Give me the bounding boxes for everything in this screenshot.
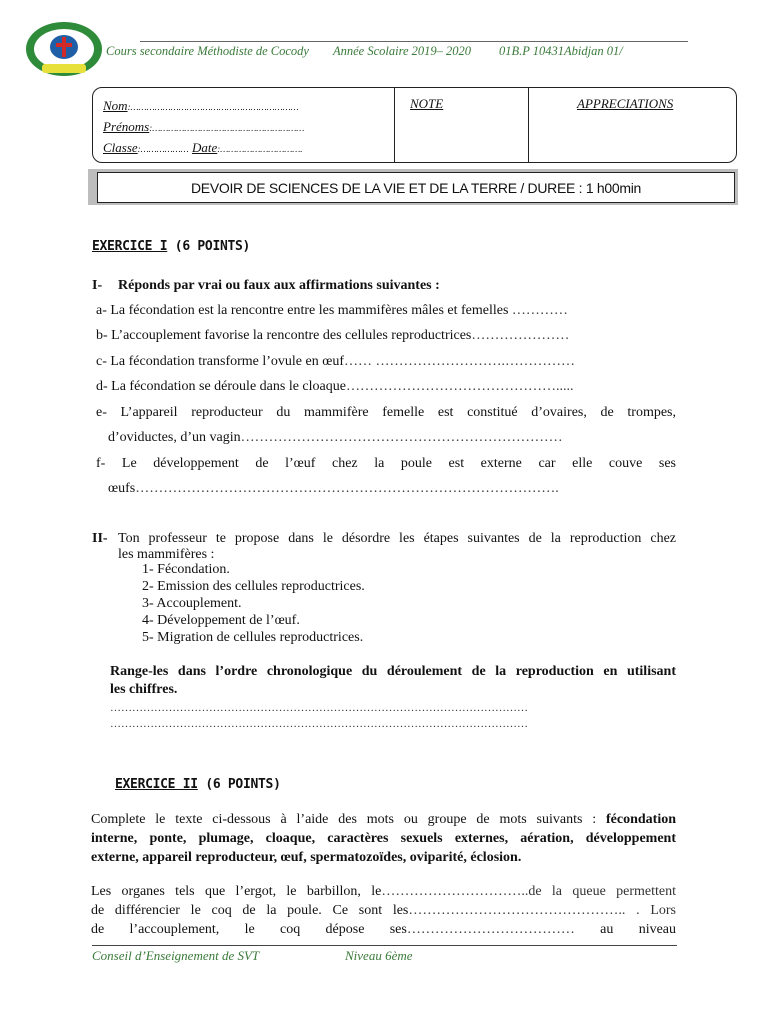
statement-a[interactable]: [96, 302, 568, 319]
note-cell[interactable]: [395, 88, 529, 162]
step-item: 1- Fécondation.: [142, 562, 230, 577]
fill-text-1a: Les organes tels que l’ergot, le barbillon, le: [91, 884, 382, 899]
note-label: NOTE: [410, 96, 444, 111]
school-name: Cours secondaire Méthodiste de Cocody: [106, 44, 309, 58]
classe-date-row[interactable]: [103, 138, 384, 159]
statement-e-fill: ……………………………………………………………: [240, 430, 563, 445]
fill-text-line3[interactable]: [91, 921, 676, 938]
date-label: Date: [191, 140, 218, 155]
statement-b-text: b- L’accouplement favorise la rencontre des cellules reproductrices: [96, 328, 472, 343]
fill-text-3c: au niveau: [600, 922, 677, 937]
word-list-intro: Complete le texte ci-dessous à l’aide des mots ou groupe de mots suivants :: [91, 812, 597, 827]
word-list-words-1: fécondation: [596, 812, 677, 827]
prenoms-row[interactable]: [103, 117, 384, 138]
range-instruction-line2: les chiffres.: [110, 682, 178, 697]
step-item: 4- Développement de l’œuf.: [142, 613, 300, 628]
classe-fill: :………………: [137, 144, 189, 154]
prenoms-fill: :…………………………………………………: [149, 123, 305, 133]
statement-c[interactable]: [96, 353, 575, 370]
statement-c-text: c- La fécondation transforme l’ovule en œuf: [96, 354, 345, 369]
statement-f-text: œufs: [108, 481, 136, 496]
exercise-1-heading: [92, 239, 250, 254]
word-list-line3: externe, appareil reproducteur, œuf, spermatozoïdes, oviparité, éclosion.: [91, 850, 522, 865]
fill-text-line1[interactable]: [91, 883, 676, 900]
statement-a-fill: …………: [511, 303, 568, 318]
nom-row[interactable]: [103, 96, 384, 117]
fill-text-line2[interactable]: [91, 902, 676, 919]
header-rule: [140, 41, 688, 42]
exercise-1-points: (6 POINTS): [167, 239, 251, 254]
answer-line-2[interactable]: ……………………………………………………………………………………………………: [110, 718, 528, 730]
fill-text-2b: ……………………………………….. . Lors: [408, 903, 676, 918]
answer-line-1[interactable]: ……………………………………………………………………………………………………: [110, 702, 528, 714]
student-info-box: [92, 87, 737, 163]
footer-rule: [92, 945, 677, 946]
appreciations-cell[interactable]: [529, 88, 736, 162]
statement-d-text: d- La fécondation se déroule dans le cloaque: [96, 379, 346, 394]
identity-cell: [93, 88, 395, 162]
statement-f-line2[interactable]: [108, 480, 559, 497]
footer-left: Conseil d’Enseignement de SVT: [92, 948, 260, 963]
fill-text-3a: de l’accouplement, le coq dépose ses: [91, 922, 407, 937]
statement-e-line1: e- L’appareil reproducteur du mammifère femelle est constitué d’ovaires, de trompes,: [96, 405, 676, 420]
classe-label: Classe: [103, 140, 138, 155]
school-address: 01B.P 10431Abidjan 01/: [499, 44, 623, 58]
statement-e-text: d’oviductes, d’un vagin: [108, 430, 241, 445]
part-2-number: II-: [92, 531, 108, 546]
exercise-2-heading: [115, 777, 281, 792]
appreciations-label: APPRECIATIONS: [577, 96, 674, 111]
statement-a-text: a- La fécondation est la rencontre entre les mammifères mâles et femelles: [96, 303, 509, 318]
statement-d[interactable]: [96, 378, 573, 395]
statement-f-line1: f- Le développement de l’œuf chez la poule est externe car elle couve ses: [96, 456, 676, 471]
prenoms-label: Prénoms: [103, 119, 150, 134]
word-list-line2: interne, ponte, plumage, cloaque, caractères sexuels externes, aération, développement: [91, 831, 676, 846]
school-year: Année Scolaire 2019– 2020: [333, 44, 472, 58]
step-item: 2- Emission des cellules reproductrices.: [142, 579, 365, 594]
nom-fill: :………………………………………………………: [127, 102, 299, 112]
exercise-2-label: EXERCICE II: [115, 777, 198, 792]
exam-title: DEVOIR DE SCIENCES DE LA VIE ET DE LA TERRE / DUREE : 1 h00min: [97, 172, 735, 203]
exercise-2-points: (6 POINTS): [197, 777, 281, 792]
step-item: 3- Accouplement.: [142, 596, 242, 611]
statement-e-line2[interactable]: [108, 429, 563, 446]
part-2-line2: les mammifères :: [118, 547, 215, 562]
range-instruction-line1: Range-les dans l’ordre chronologique du déroulement de la reproduction en utilisant: [110, 664, 676, 679]
statement-b-fill: …………………: [471, 328, 570, 343]
exercise-1-label: EXERCICE I: [92, 239, 168, 254]
part-1-number: I-: [92, 278, 103, 293]
nom-label: Nom: [103, 98, 128, 113]
fill-text-2a: de différencier le coq de la poule. Ce sont les: [91, 903, 409, 918]
statement-c-fill: …… ……………………….……………: [344, 354, 576, 369]
footer-right: Niveau 6ème: [345, 948, 413, 963]
statement-b[interactable]: [96, 327, 569, 344]
date-fill: :………………………….: [217, 144, 303, 154]
step-item: 5- Migration de cellules reproductrices.: [142, 630, 364, 645]
fill-text-1b: …………………………..de la queue permettent: [381, 884, 676, 899]
part-2-line1: Ton professeur te propose dans le désordre les étapes suivantes de la reproduction chez: [118, 531, 676, 546]
part-1-title: Réponds par vrai ou faux aux affirmations suivantes :: [118, 278, 440, 293]
school-logo: [24, 20, 104, 78]
fill-text-3b: ………………………………: [406, 922, 575, 937]
statement-d-fill: ……………………………………….....: [345, 379, 574, 394]
word-list-line1: [91, 811, 676, 828]
statement-f-fill: ……………………………………………………………………………….: [135, 481, 559, 496]
